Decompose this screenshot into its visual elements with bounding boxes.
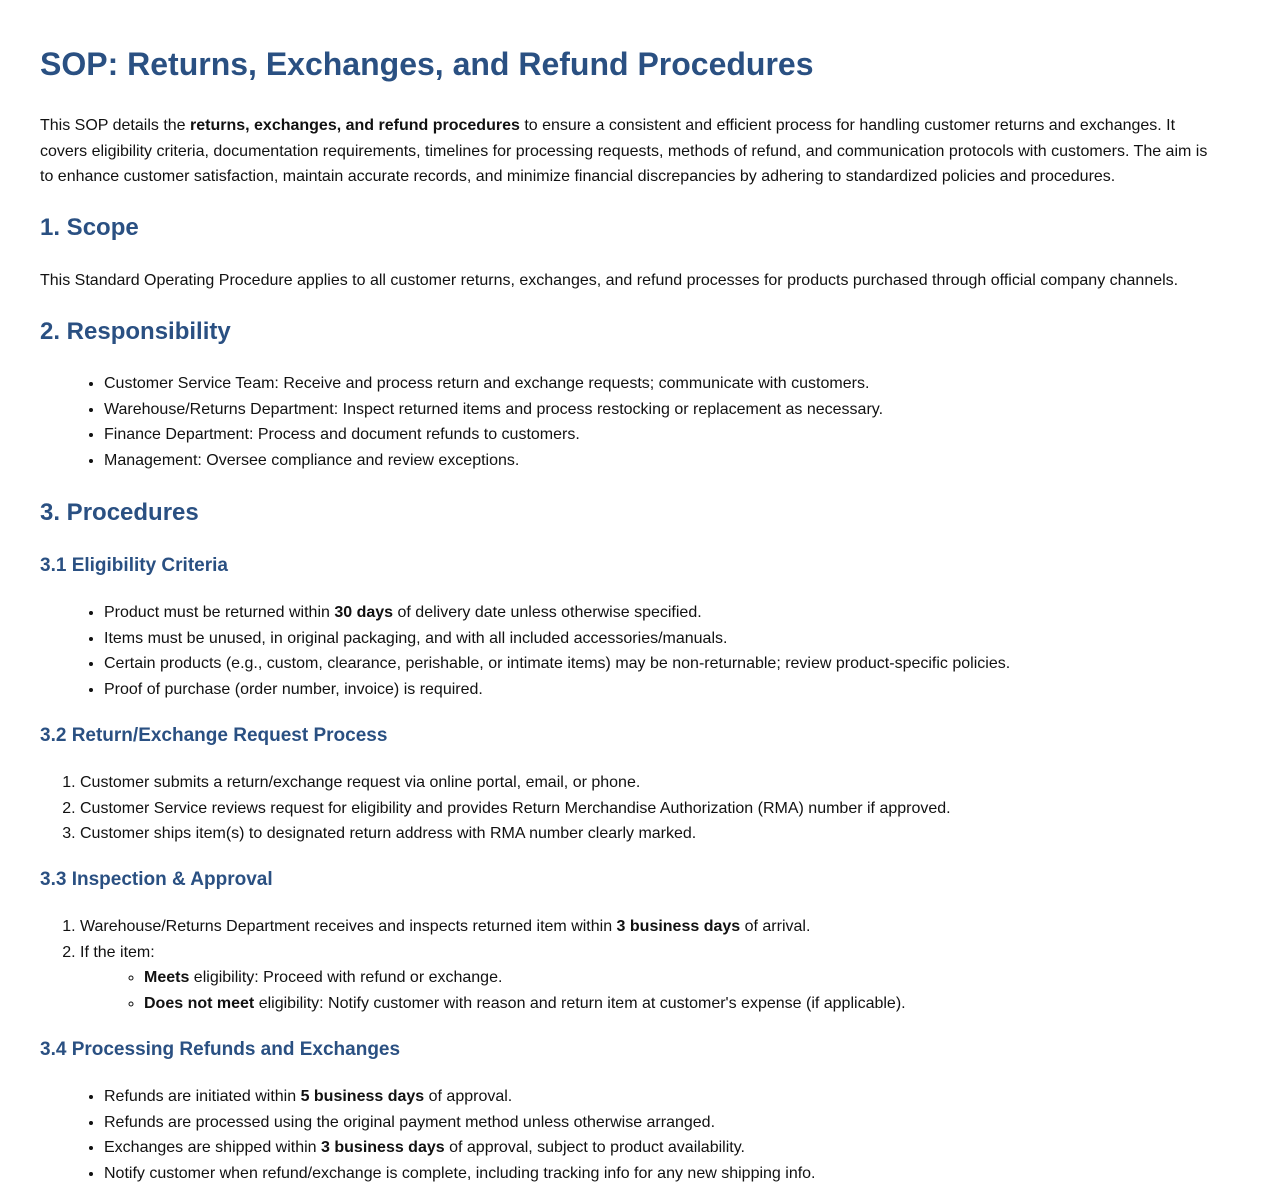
list-item: 1. Warehouse/Returns Department receives and inspects returned item within 3 business days of arrival. <box>80 914 906 940</box>
list-item: • Warehouse/Returns Department: Inspect returned items and process restocking or replacement as necessary. <box>104 397 883 423</box>
subsection-heading-eligibility: 3.1 Eligibility Criteria <box>40 555 228 576</box>
list-item: ◦ Meets eligibility: Proceed with refund or exchange. <box>144 965 906 991</box>
inspection-sub-list <box>80 965 906 1016</box>
list-item: • Proof of purchase (order number, invoice) is required. <box>104 677 1010 703</box>
responsibility-list <box>40 371 883 473</box>
list-item: • Items must be unused, in original packaging, and with all included accessories/manuals. <box>104 626 1010 652</box>
subsection-heading-request-process: 3.2 Return/Exchange Request Process <box>40 725 388 746</box>
intro-bold-text: returns, exchanges, and refund procedures <box>190 117 520 134</box>
list-item: • Management: Oversee compliance and review exceptions. <box>104 448 883 474</box>
section-heading-responsibility: 2. Responsibility <box>40 318 231 345</box>
list-item: • Exchanges are shipped within 3 business days of approval, subject to product availability. <box>104 1135 816 1161</box>
intro-paragraph <box>40 113 1220 190</box>
list-item: • Customer Service Team: Receive and process return and exchange requests; communicate with customers. <box>104 371 883 397</box>
eligibility-list <box>40 600 1010 702</box>
list-item: 2. If the item: ◦ Meets eligibility: Proceed with refund or exchange. ◦ Does not meet eligibility: Notify customer with reason and return item at customer's expense (if applicable). <box>80 940 906 1017</box>
page-title: SOP: Returns, Exchanges, and Refund Procedures <box>40 46 814 82</box>
intro-text-end: to ensure a consistent and efficient process for handling customer returns and exchanges. It covers eligibility criteria, documentation requirements, timelines for processing requests, methods of refund, and communication protocols with customers. The aim is to enhance customer satisfaction, maintain accurate records, and minimize financial discrepancies by adhering to standardized policies and procedures. <box>40 117 1208 185</box>
section-heading-procedures: 3. Procedures <box>40 499 199 526</box>
list-item: 2. Customer Service reviews request for eligibility and provides Return Merchandise Authorization (RMA) number if approved. <box>80 796 951 822</box>
section-heading-scope: 1. Scope <box>40 214 139 241</box>
list-item: • Notify customer when refund/exchange is complete, including tracking info for any new shipping info. <box>104 1161 816 1186</box>
list-item: • Certain products (e.g., custom, clearance, perishable, or intimate items) may be non-returnable; review product-specific policies. <box>104 651 1010 677</box>
scope-paragraph: This Standard Operating Procedure applies to all customer returns, exchanges, and refund processes for products purchased through official company channels. <box>40 272 1179 289</box>
list-item: • Refunds are initiated within 5 business days of approval. <box>104 1084 816 1110</box>
list-item: ◦ Does not meet eligibility: Notify customer with reason and return item at customer's expense (if applicable). <box>144 991 906 1017</box>
intro-text-start: This SOP details the <box>40 117 190 134</box>
list-item: • Refunds are processed using the original payment method unless otherwise arranged. <box>104 1110 816 1136</box>
list-item: 1. Customer submits a return/exchange request via online portal, email, or phone. <box>80 770 951 796</box>
subsection-heading-inspection: 3.3 Inspection & Approval <box>40 869 273 890</box>
list-item: • Finance Department: Process and document refunds to customers. <box>104 422 883 448</box>
request-steps-list <box>40 770 951 847</box>
list-item: • Product must be returned within 30 days of delivery date unless otherwise specified. <box>104 600 1010 626</box>
inspection-steps-list <box>40 914 906 1016</box>
list-item: 3. Customer ships item(s) to designated return address with RMA number clearly marked. <box>80 821 951 847</box>
processing-list <box>40 1084 816 1186</box>
subsection-heading-processing: 3.4 Processing Refunds and Exchanges <box>40 1039 401 1060</box>
